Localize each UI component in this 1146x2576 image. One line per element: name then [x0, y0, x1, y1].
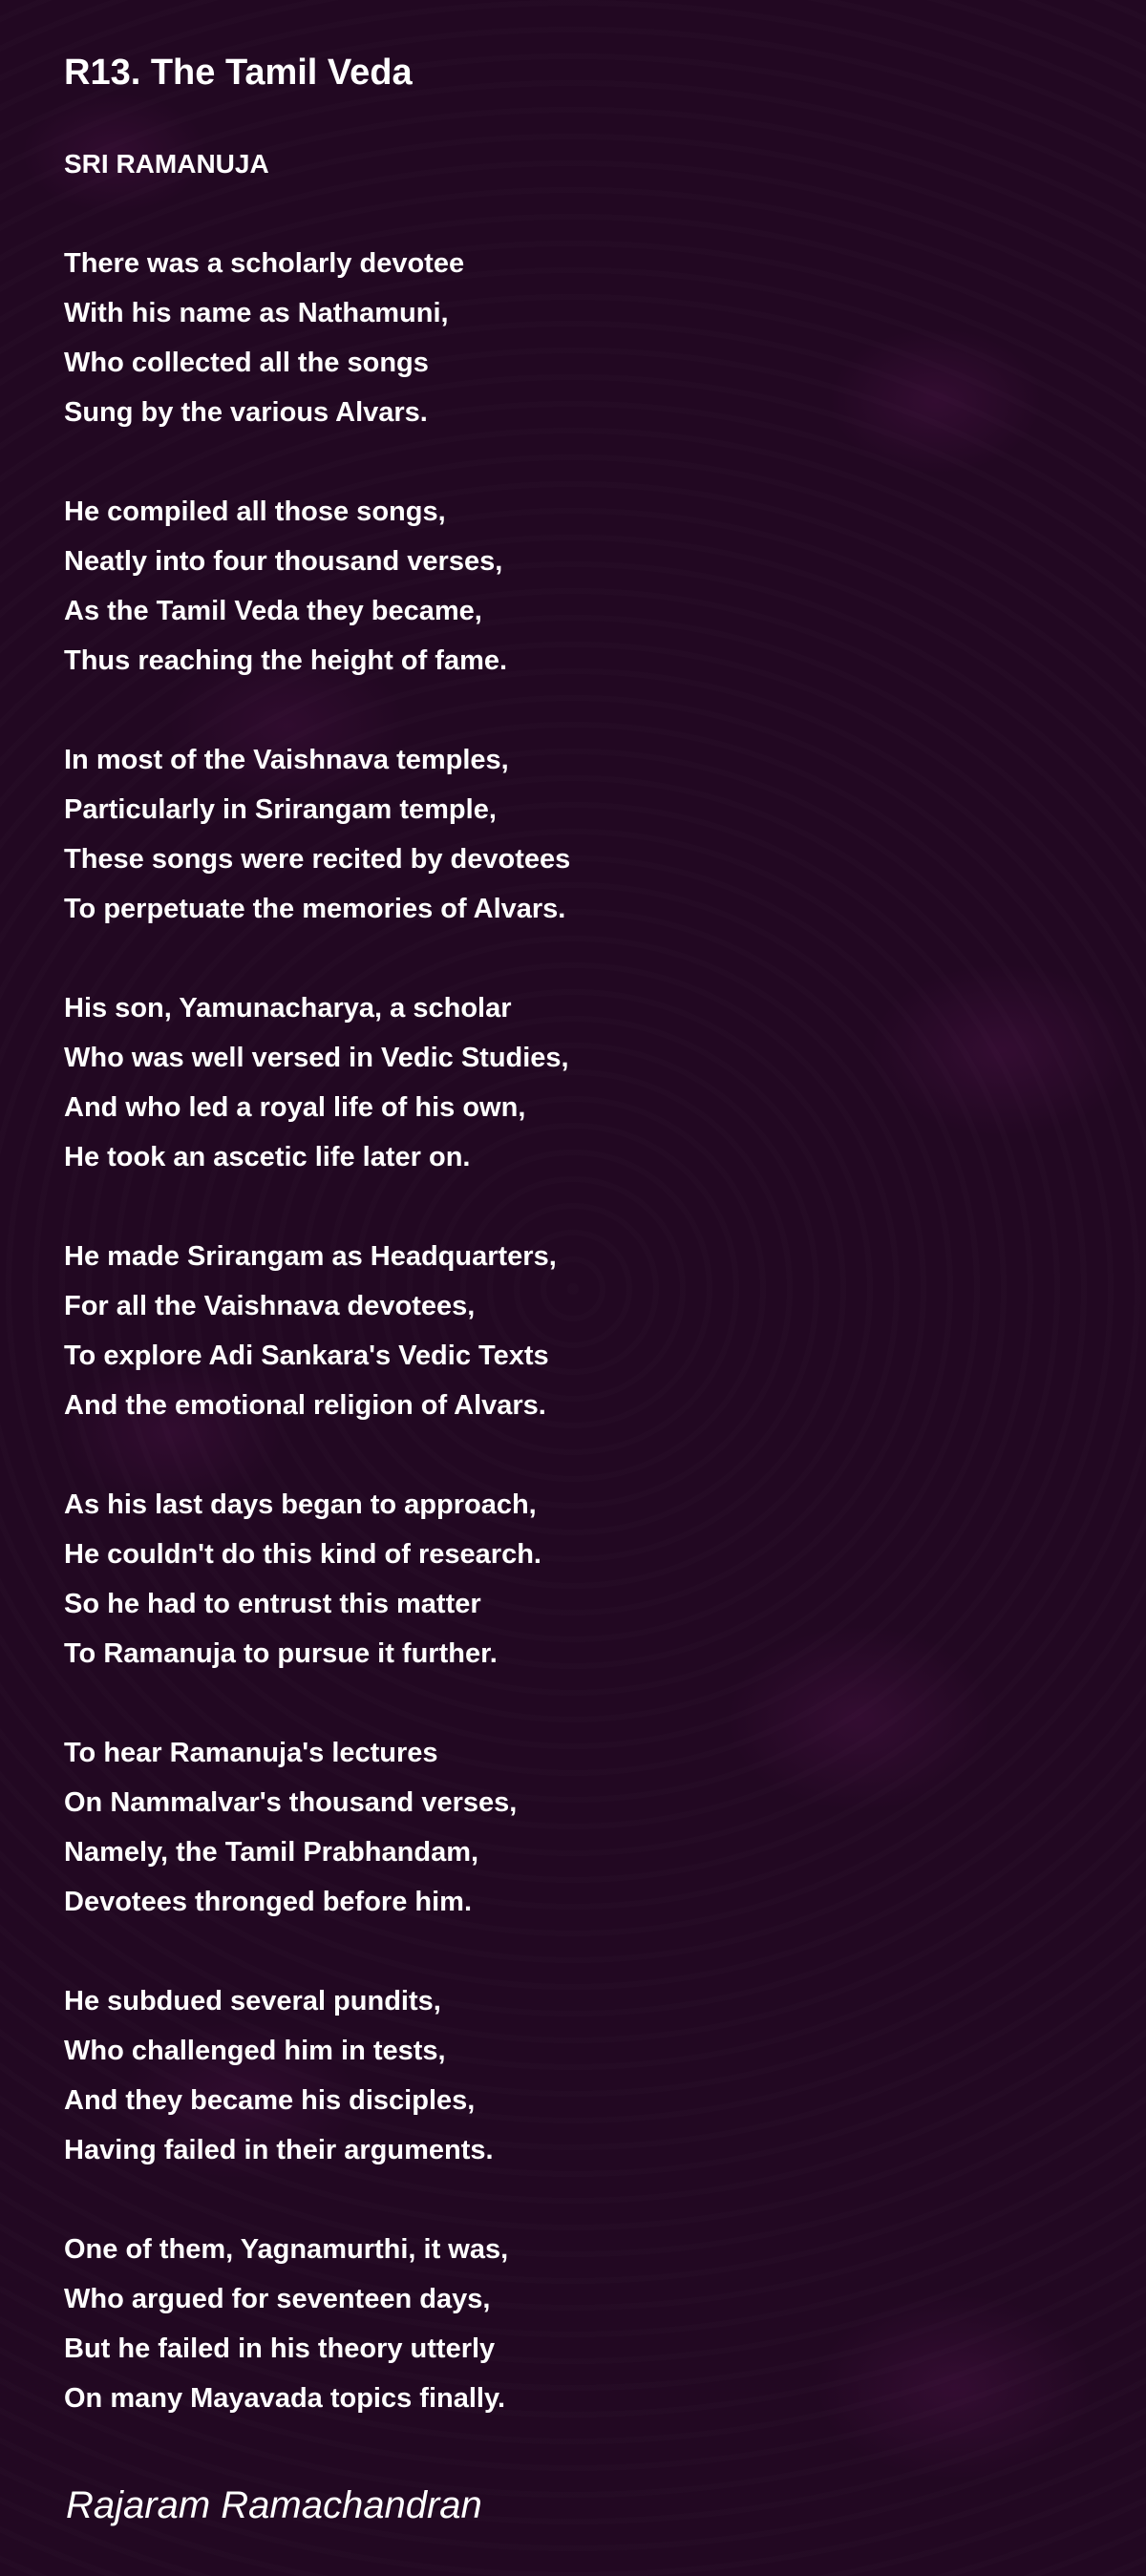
poem-line: To hear Ramanuja's lectures [64, 1738, 438, 1768]
poem-line: Sung by the various Alvars. [64, 397, 428, 428]
poem-line: He couldn't do this kind of research. [64, 1539, 541, 1570]
poem-line: In most of the Vaishnava temples, [64, 745, 509, 775]
poem-line: And the emotional religion of Alvars. [64, 1390, 546, 1421]
poem-stanza [64, 1728, 1095, 1927]
poem-line: On many Mayavada topics finally. [64, 2383, 506, 2414]
poem-line: For all the Vaishnava devotees, [64, 1291, 476, 1321]
poem-stanza [64, 1232, 1095, 1430]
poem-line: As his last days began to approach, [64, 1489, 537, 1520]
poem-line: As the Tamil Veda they became, [64, 596, 482, 626]
poem-line: Who was well versed in Vedic Studies, [64, 1043, 569, 1073]
poem-line: To Ramanuja to pursue it further. [64, 1638, 498, 1669]
poem-stanza [64, 735, 1095, 934]
poem-line: Namely, the Tamil Prabhandam, [64, 1837, 479, 1868]
poem-body [64, 239, 1095, 2423]
poem-stanza [64, 983, 1095, 1182]
poem-title: R13. The Tamil Veda [64, 53, 413, 93]
poem-line: Neatly into four thousand verses, [64, 546, 503, 577]
poem-line: Who argued for seventeen days, [64, 2284, 491, 2314]
poem-line: He made Srirangam as Headquarters, [64, 1241, 557, 1272]
poem-stanza [64, 1976, 1095, 2175]
poem-subtitle: SRI RAMANUJA [64, 149, 269, 179]
poem-line: And who led a royal life of his own, [64, 1092, 526, 1123]
poem-line: He subdued several pundits, [64, 1986, 441, 2016]
poem-line: And they became his disciples, [64, 2085, 476, 2116]
poem-line: Having failed in their arguments. [64, 2135, 494, 2165]
poem-stanza [64, 2225, 1095, 2423]
poem-stanza [64, 487, 1095, 686]
poem-line: With his name as Nathamuni, [64, 298, 449, 328]
poem-line: Thus reaching the height of fame. [64, 645, 508, 676]
poem-line: He took an ascetic life later on. [64, 1142, 471, 1172]
poem-line: On Nammalvar's thousand verses, [64, 1787, 518, 1818]
poem-line: His son, Yamunacharya, a scholar [64, 993, 512, 1024]
poem-container [64, 46, 1095, 2473]
poem-line: But he failed in his theory utterly [64, 2333, 496, 2364]
poem-stanza [64, 239, 1095, 437]
poem-line: Devotees thronged before him. [64, 1887, 473, 1917]
poem-line: There was a scholarly devotee [64, 248, 465, 279]
poem-line: To explore Adi Sankara's Vedic Texts [64, 1341, 549, 1371]
poem-line: So he had to entrust this matter [64, 1589, 481, 1619]
poem-line: Particularly in Srirangam temple, [64, 794, 497, 825]
poem-line: Who challenged him in tests, [64, 2036, 446, 2066]
poem-line: One of them, Yagnamurthi, it was, [64, 2234, 509, 2265]
poem-line: To perpetuate the memories of Alvars. [64, 894, 566, 924]
author-signature: Rajaram Ramachandran [66, 2484, 482, 2526]
poem-line: Who collected all the songs [64, 348, 429, 378]
poem-line: He compiled all those songs, [64, 496, 446, 527]
poem-line: These songs were recited by devotees [64, 844, 571, 875]
poem-stanza [64, 1480, 1095, 1679]
